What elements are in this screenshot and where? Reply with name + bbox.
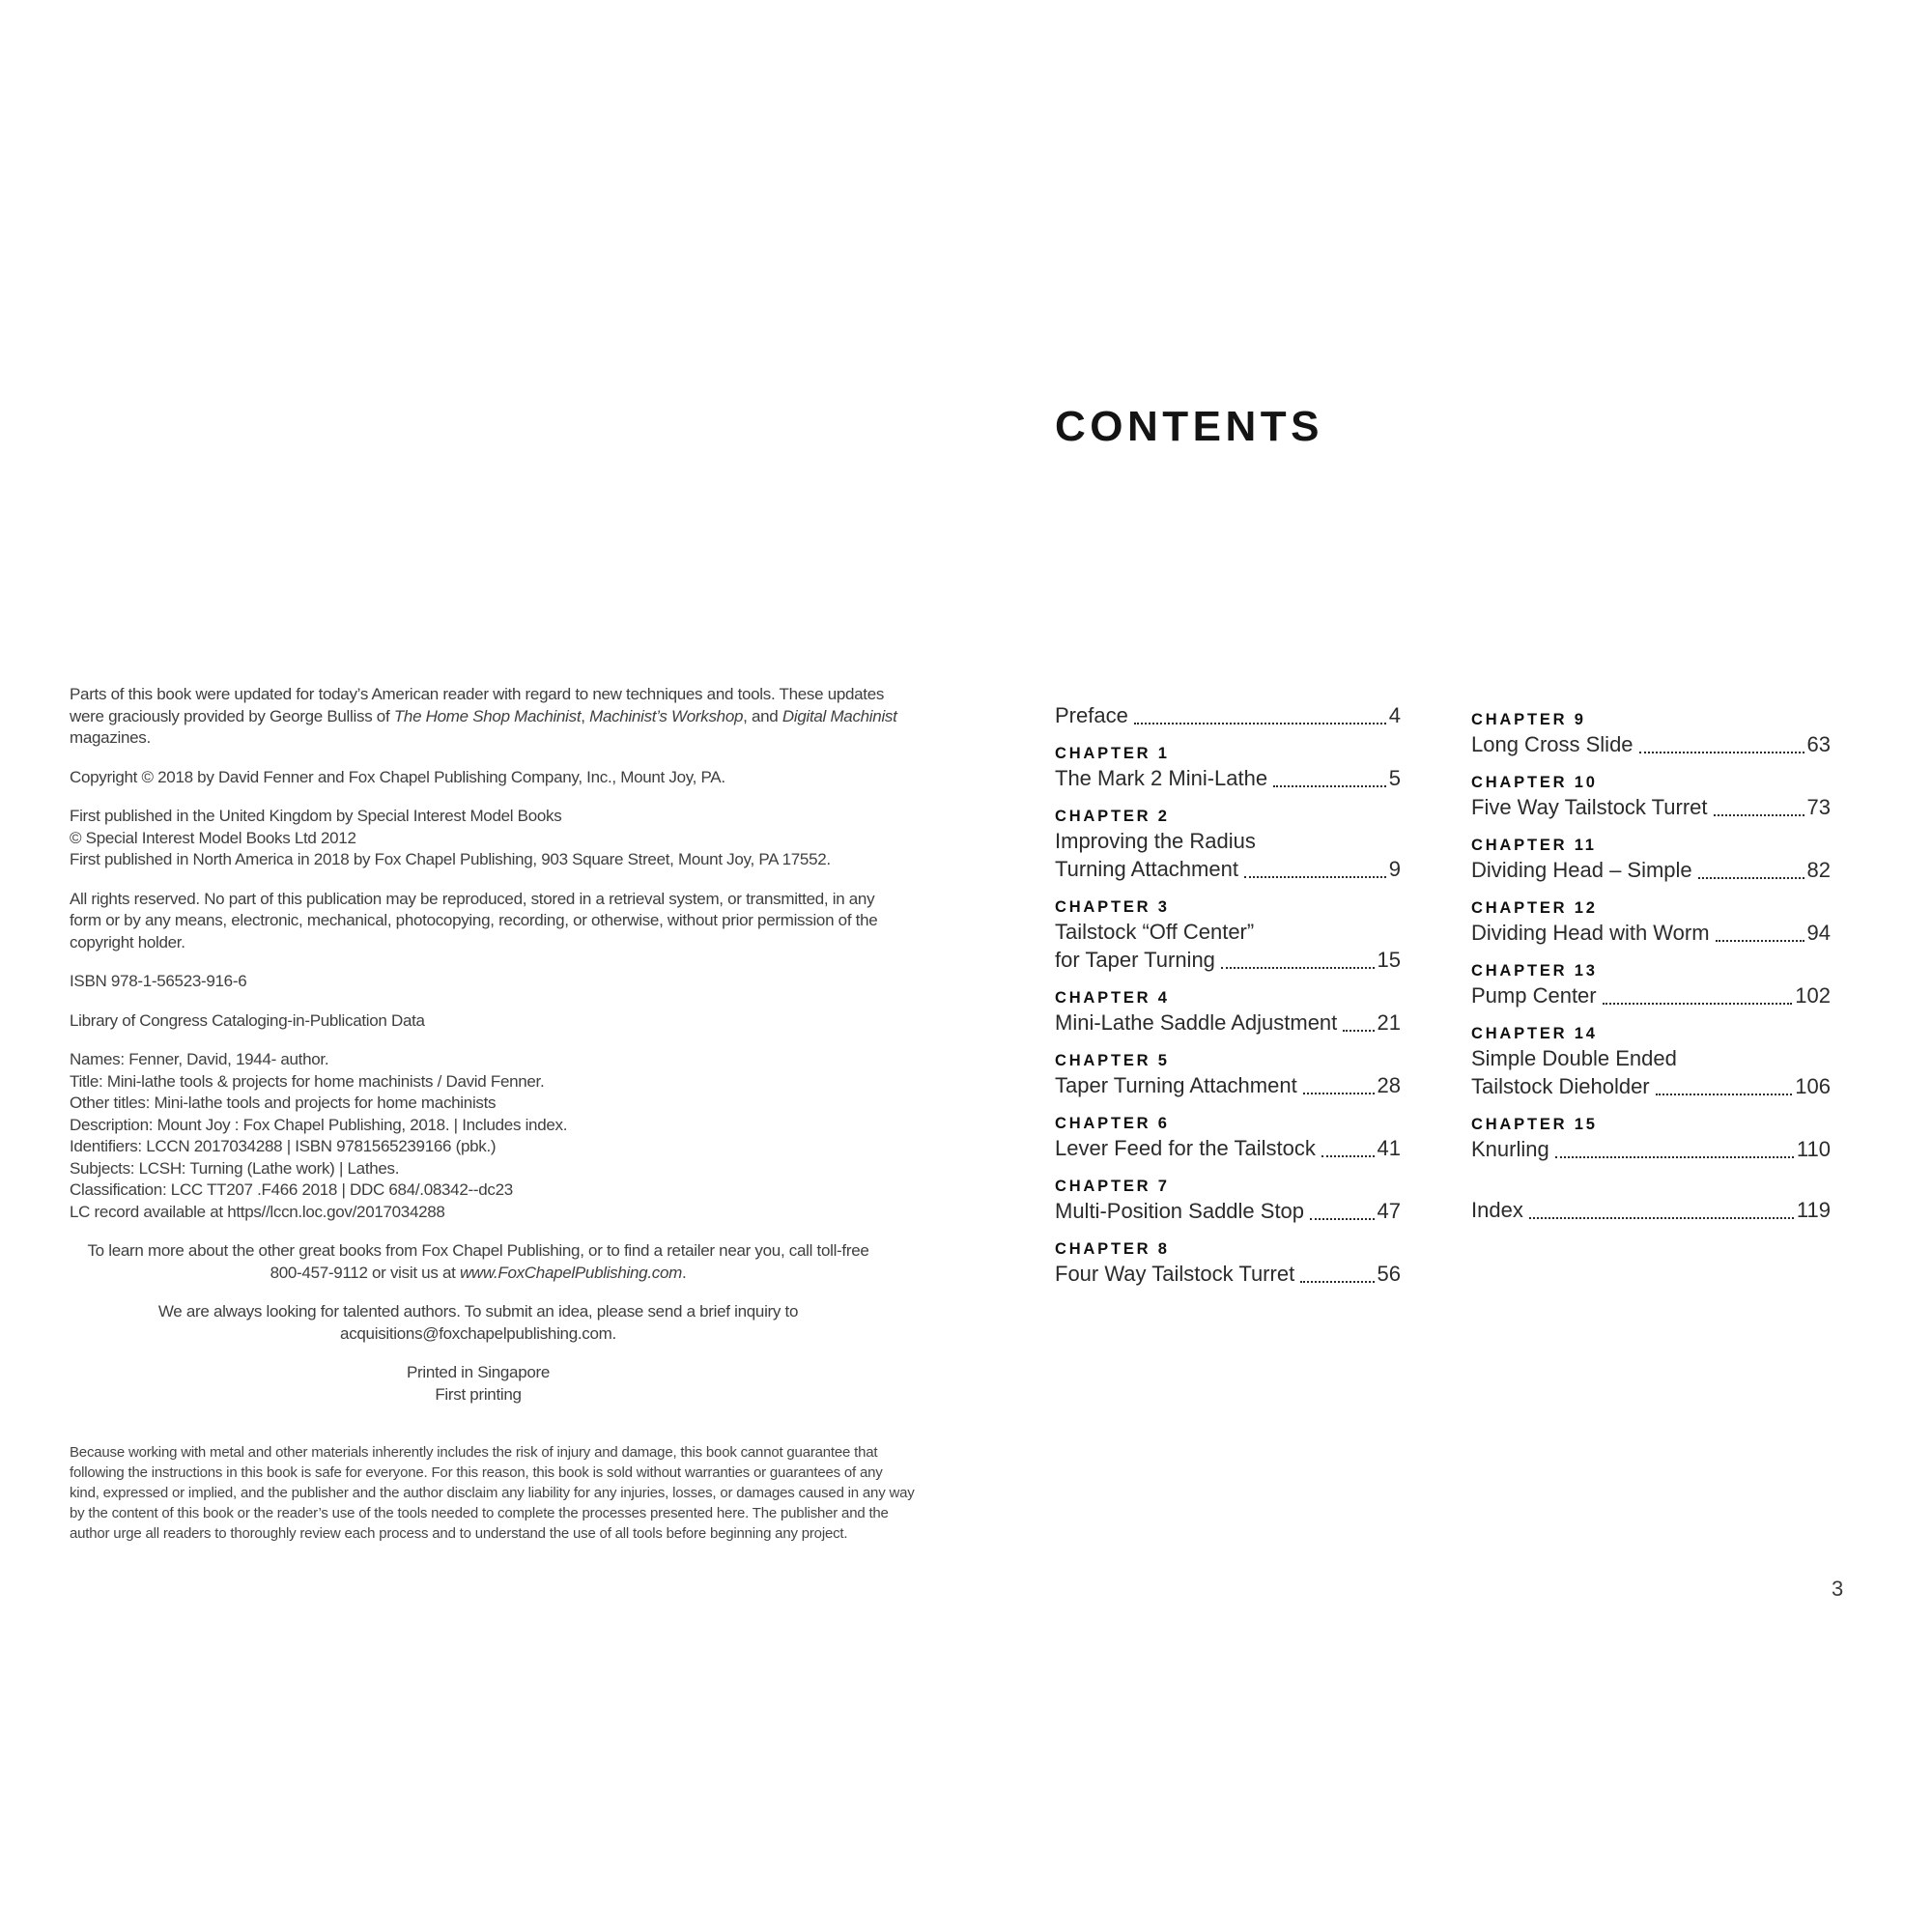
toc-chapter-label: CHAPTER 4 [1055,989,1170,1007]
paragraph-line [70,1240,887,1263]
toc-entry-title: for Taper Turning [1055,948,1215,972]
toc-entry [1055,889,1401,974]
text-segment: First published in North America in 2018 by Fox Chapel Publishing, 903 Square Street, Mount Joy, PA 17552. [70,850,831,868]
table-of-contents [1055,701,1837,1293]
paragraph-line [70,1179,887,1202]
text-segment: magazines. [70,728,151,747]
italic-text: The Home Shop Machinist [393,706,582,725]
dot-leader [1303,1093,1375,1094]
paragraph-line [70,806,887,828]
text-segment: LC record available at https//lccn.loc.gov/2017034288 [70,1202,445,1221]
toc-entry-title-row [1471,1135,1831,1163]
text-segment: author urge all readers to thoroughly review each process and to understand the use of all tools before beginning any project. [70,1525,848,1542]
toc-entry-title: Lever Feed for the Tailstock [1055,1136,1316,1160]
toc-entry-title-row [1471,1072,1831,1100]
text-segment: First printing [435,1384,522,1404]
toc-entry [1055,980,1401,1037]
toc-entry-title-row [1471,856,1831,884]
toc-entry-title: Multi-Position Saddle Stop [1055,1199,1305,1223]
toc-page-number: 9 [1388,857,1401,881]
paragraph-line [70,1115,887,1137]
text-segment: First published in the United Kingdom by Special Interest Model Books [70,807,562,825]
toc-chapter-label: CHAPTER 10 [1471,774,1598,791]
toc-chapter-label: CHAPTER 5 [1055,1052,1170,1069]
dot-leader [1321,1155,1375,1157]
toc-chapter-label: CHAPTER 11 [1471,837,1597,854]
text-segment: Names: Fenner, David, 1944- author. [70,1050,329,1068]
text-segment: Parts of this book were updated for today’s American reader with regard to new techniques and tools. These updates [70,685,885,703]
toc-entry [1055,735,1401,792]
toc-entry [1471,827,1831,884]
toc-entry-title-row [1471,981,1831,1009]
text-segment: following the instructions in this book is safe for everyone. For this reason, this book is sold without warranties or guarantees of any [70,1464,883,1481]
paragraph-line [70,1323,887,1346]
toc-entry-title: Improving the Radius [1055,829,1256,853]
toc-entry [1055,798,1401,883]
paragraph [70,806,887,871]
toc-page-number: 63 [1806,732,1831,756]
paragraph-line [70,767,887,789]
toc-entry [1471,890,1831,947]
dot-leader [1639,752,1804,753]
toc-entry-title: Tailstock “Off Center” [1055,920,1255,944]
toc-entry-title: Taper Turning Attachment [1055,1073,1297,1097]
text-segment: acquisitions@foxchapelpublishing.com. [340,1323,616,1343]
text-segment: All rights reserved. No part of this publication may be reproduced, stored in a retrieval system, or transmitted, in any [70,889,875,908]
toc-entry-title-row [1471,1196,1831,1224]
toc-entry-title-row [1055,1134,1401,1162]
paragraph [70,889,887,954]
toc-page-number: 106 [1795,1074,1831,1098]
italic-text: Machinist’s Workshop [589,706,744,725]
paragraph-line [70,1442,887,1463]
paragraph [70,1301,887,1345]
paragraph-line [70,1136,887,1158]
toc-chapter-label: CHAPTER 8 [1055,1240,1170,1258]
toc-entry-title: Long Cross Slide [1471,732,1634,756]
toc-entry-title-row [1055,764,1401,792]
text-segment: ISBN 978-1-56523-916-6 [70,972,247,990]
toc-entry [1055,701,1401,729]
text-segment: Printed in Singapore [406,1363,551,1381]
toc-page-number: 110 [1796,1137,1831,1161]
text-segment: Description: Mount Joy : Fox Chapel Publishing, 2018. | Includes index. [70,1115,568,1134]
toc-page-number: 119 [1796,1198,1831,1222]
toc-entry [1471,1106,1831,1163]
text-segment: copyright holder. [70,932,185,952]
text-segment: Subjects: LCSH: Turning (Lathe work) | Lathes. [70,1158,400,1178]
toc-entry-title: Five Way Tailstock Turret [1471,795,1708,819]
toc-page-number: 102 [1795,983,1831,1008]
text-segment: Library of Congress Cataloging-in-Publication Data [70,1010,425,1030]
text-segment: © Special Interest Model Books Ltd 2012 [70,828,356,847]
copyright-page [70,684,915,1561]
toc-page-number: 4 [1388,703,1401,727]
paragraph [70,1049,887,1223]
toc-entry [1471,952,1831,1009]
paragraph-line [70,684,887,706]
toc-entry-title-row [1055,1197,1401,1225]
paragraph-line [70,1301,887,1323]
toc-entry-title: Turning Attachment [1055,857,1238,881]
paragraph-line [70,849,887,871]
toc-chapter-label: CHAPTER 1 [1055,745,1170,762]
toc-column [1471,701,1831,1293]
toc-chapter-label: CHAPTER 13 [1471,962,1598,980]
toc-chapter-label: CHAPTER 7 [1055,1178,1170,1195]
toc-entry-title: Dividing Head – Simple [1471,858,1692,882]
toc-chapter-label: CHAPTER 9 [1471,711,1586,728]
text-segment: kind, expressed or implied, and the publisher and the author disclaim any liability for any injuries, losses, or damages caused in any way [70,1485,915,1501]
paragraph-line [70,1503,887,1523]
paragraph-line [70,932,887,954]
dot-leader [1221,967,1375,969]
toc-page-number: 47 [1377,1199,1401,1223]
toc-entry-title: Pump Center [1471,983,1597,1008]
text-segment: Identifiers: LCCN 2017034288 | ISBN 9781565239166 (pbk.) [70,1137,497,1155]
text-segment: , and [743,706,782,725]
paragraph-line [70,1384,887,1406]
paragraph [70,1362,887,1406]
toc-entry [1471,701,1831,758]
contents-page-title: CONTENTS [1055,403,1323,450]
paragraph-line [70,889,887,911]
text-segment: We are always looking for talented authors. To submit an idea, please send a brief inquiry to [157,1302,799,1321]
toc-page-number: 21 [1377,1010,1401,1035]
text-segment: , [581,706,590,725]
toc-entry [1471,1015,1831,1100]
toc-page-number: 28 [1377,1073,1401,1097]
dot-leader [1273,785,1386,787]
text-segment: To learn more about the other great books from Fox Chapel Publishing, or to find a retailer near you, call toll-free [87,1241,869,1260]
toc-entry-title-row [1055,1009,1401,1037]
paragraph-line [70,1483,915,1503]
paragraph-line [70,1010,887,1033]
toc-chapter-label: CHAPTER 14 [1471,1025,1598,1042]
text-segment: . [681,1263,687,1282]
toc-page-number: 41 [1377,1136,1401,1160]
text-segment: Title: Mini-lathe tools & projects for home machinists / David Fenner. [70,1071,545,1091]
toc-page-number: 15 [1377,948,1401,972]
paragraph-line [70,1463,887,1483]
toc-entry [1055,1042,1401,1099]
toc-chapter-label: CHAPTER 15 [1471,1116,1598,1133]
toc-entry-title: The Mark 2 Mini-Lathe [1055,766,1268,790]
paragraph [70,684,897,750]
text-segment: Copyright © 2018 by David Fenner and Fox Chapel Publishing Company, Inc., Mount Joy, PA. [70,767,725,786]
paragraph-line [70,1523,887,1544]
toc-entry-title-row [1055,1071,1401,1099]
toc-page-number: 56 [1377,1262,1401,1286]
toc-entry-title-row [1471,919,1831,947]
toc-entry-title: Four Way Tailstock Turret [1055,1262,1295,1286]
paragraph-line [70,1158,887,1180]
toc-entry-title: Tailstock Dieholder [1471,1074,1650,1098]
text-segment: Other titles: Mini-lathe tools and projects for home machinists [70,1094,497,1112]
toc-page-number: 82 [1806,858,1831,882]
toc-chapter-label: CHAPTER 3 [1055,898,1170,916]
toc-chapter-label: CHAPTER 12 [1471,899,1598,917]
toc-entry-title: Simple Double Ended [1471,1046,1677,1070]
toc-entry [1471,1196,1831,1224]
toc-entry-title-row [1055,701,1401,729]
paragraph [70,1240,887,1284]
toc-entry-title: Knurling [1471,1137,1549,1161]
dot-leader [1300,1281,1374,1283]
paragraph [70,1442,915,1544]
toc-page-number: 94 [1806,921,1831,945]
toc-entry-title: Preface [1055,703,1128,727]
toc-entry-title: Mini-Lathe Saddle Adjustment [1055,1010,1338,1035]
toc-entry [1471,764,1831,821]
paragraph [70,1010,887,1033]
italic-text: www.FoxChapelPublishing.com [459,1263,682,1282]
toc-entry [1055,1168,1401,1225]
dot-leader [1244,876,1386,878]
paragraph-line [70,828,887,850]
toc-entry-title-row [1055,855,1401,883]
paragraph-line [70,1093,887,1115]
toc-entry-title-row [1055,946,1401,974]
toc-entry [1055,1231,1401,1288]
paragraph-line [70,1263,887,1285]
toc-column [1055,701,1401,1293]
text-segment: form or by any means, electronic, mechanical, photocopying, recording, or otherwise, without prior permission of the [70,911,878,929]
dot-leader [1310,1218,1374,1220]
toc-chapter-label: CHAPTER 6 [1055,1115,1170,1132]
paragraph-line [70,727,887,750]
paragraph-line [70,1071,887,1094]
toc-entry-title: Index [1471,1198,1523,1222]
text-segment: by the content of this book or the reader’s use of the tools needed to complete the processes presented here. The publisher and the [70,1505,889,1521]
italic-text: Digital Machinist [781,706,897,725]
toc-page-number: 73 [1806,795,1831,819]
toc-entry-title-row [1055,1260,1401,1288]
dot-leader [1603,1003,1793,1005]
dot-leader [1529,1217,1794,1219]
paragraph [70,767,887,789]
dot-leader [1716,940,1804,942]
toc-chapter-label: CHAPTER 2 [1055,808,1170,825]
toc-page-number: 5 [1388,766,1401,790]
dot-leader [1714,814,1804,816]
paragraph-line [70,1202,887,1224]
page-number: 3 [1832,1577,1844,1601]
toc-entry-title-row [1471,730,1831,758]
dot-leader [1134,723,1386,724]
text-segment: were graciously provided by George Bulliss of [70,706,394,725]
paragraph [70,971,887,993]
paragraph-line [70,910,887,932]
dot-leader [1656,1094,1793,1095]
paragraph-line [70,1362,887,1384]
paragraph-line [70,1049,887,1071]
text-segment: Classification: LCC TT207 .F466 2018 | DDC 684/.08342--dc23 [70,1180,513,1199]
toc-entry-title: Dividing Head with Worm [1471,921,1710,945]
paragraph-line [70,971,887,993]
text-segment: Because working with metal and other materials inherently includes the risk of injury and damage, this book cannot guarantee that [70,1444,878,1461]
toc-entry [1055,1105,1401,1162]
paragraph-line [70,706,897,728]
toc-entry-title-row [1471,793,1831,821]
dot-leader [1698,877,1804,879]
dot-leader [1555,1156,1794,1158]
dot-leader [1343,1030,1374,1032]
text-segment: 800-457-9112 or visit us at [270,1263,460,1282]
